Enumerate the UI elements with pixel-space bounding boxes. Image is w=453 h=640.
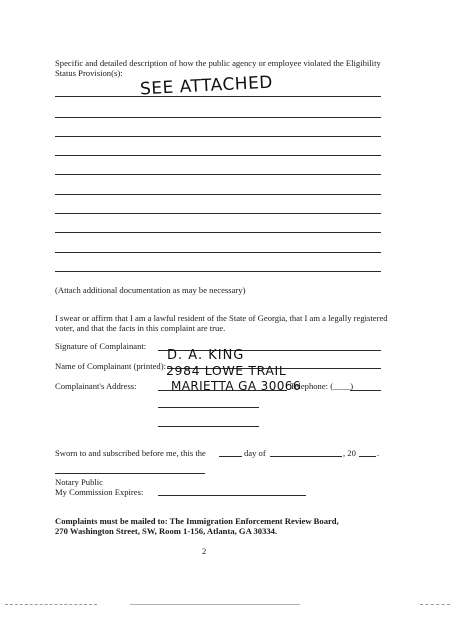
- notary-title: Notary Public: [55, 477, 103, 487]
- description-line-5[interactable]: [55, 174, 381, 175]
- address-line-1[interactable]: [158, 390, 287, 391]
- description-prompt-line2: Status Provision(s):: [55, 68, 123, 78]
- telephone-line[interactable]: [350, 390, 381, 391]
- scan-artifact-right: [420, 604, 450, 605]
- sworn-day-line[interactable]: [219, 456, 242, 457]
- mail-line2: 270 Washington Street, SW, Room 1-156, Atlanta, GA 30334.: [55, 526, 278, 536]
- sworn-period: .: [377, 448, 380, 458]
- oath-line2: voter, and that the facts in this complaint are true.: [55, 323, 226, 333]
- notary-signature-line[interactable]: [55, 473, 205, 474]
- description-line-8[interactable]: [55, 232, 381, 233]
- address-line-3[interactable]: [158, 426, 259, 427]
- handwritten-see-attached: SEE ATTACHED: [139, 72, 274, 100]
- scan-artifact-middle: [130, 604, 300, 605]
- description-line-2[interactable]: [55, 117, 381, 118]
- commission-label: My Commission Expires:: [55, 487, 144, 497]
- sworn-month-line[interactable]: [270, 456, 342, 457]
- mail-line1: Complaints must be mailed to: The Immigration Enforcement Review Board,: [55, 516, 339, 526]
- description-line-10[interactable]: [55, 271, 381, 272]
- address-label: Complainant's Address:: [55, 381, 137, 391]
- signature-label: Signature of Complainant:: [55, 341, 147, 351]
- address-street-value: 2984 LOWE TRAIL: [166, 363, 287, 378]
- scan-artifact-left: [5, 604, 97, 605]
- sworn-year-prefix: , 20: [343, 448, 356, 458]
- description-line-4[interactable]: [55, 155, 381, 156]
- description-prompt-line1: Specific and detailed description of how the public agency or employee violated the Eligibility: [55, 58, 381, 68]
- description-line-6[interactable]: [55, 194, 381, 195]
- description-line-3[interactable]: [55, 136, 381, 137]
- sworn-day-of: day of: [244, 448, 266, 458]
- sworn-text: Sworn to and subscribed before me, this the: [55, 448, 206, 458]
- oath-line1: I swear or affirm that I am a lawful resident of the State of Georgia, that I am a legally registered: [55, 313, 388, 323]
- commission-line[interactable]: [158, 495, 306, 496]
- name-label: Name of Complainant (printed):: [55, 361, 166, 371]
- attach-note: (Attach additional documentation as may be necessary): [55, 285, 246, 295]
- telephone-label: Telephone: (____): [290, 381, 354, 391]
- name-value: D. A. KING: [167, 348, 245, 363]
- description-line-9[interactable]: [55, 252, 381, 253]
- sworn-year-line[interactable]: [359, 456, 376, 457]
- address-city-value: MARIETTA GA 30066: [171, 379, 301, 393]
- description-line-7[interactable]: [55, 213, 381, 214]
- page-number: 2: [202, 546, 207, 556]
- address-line-2[interactable]: [158, 407, 259, 408]
- description-line-1[interactable]: [55, 96, 381, 97]
